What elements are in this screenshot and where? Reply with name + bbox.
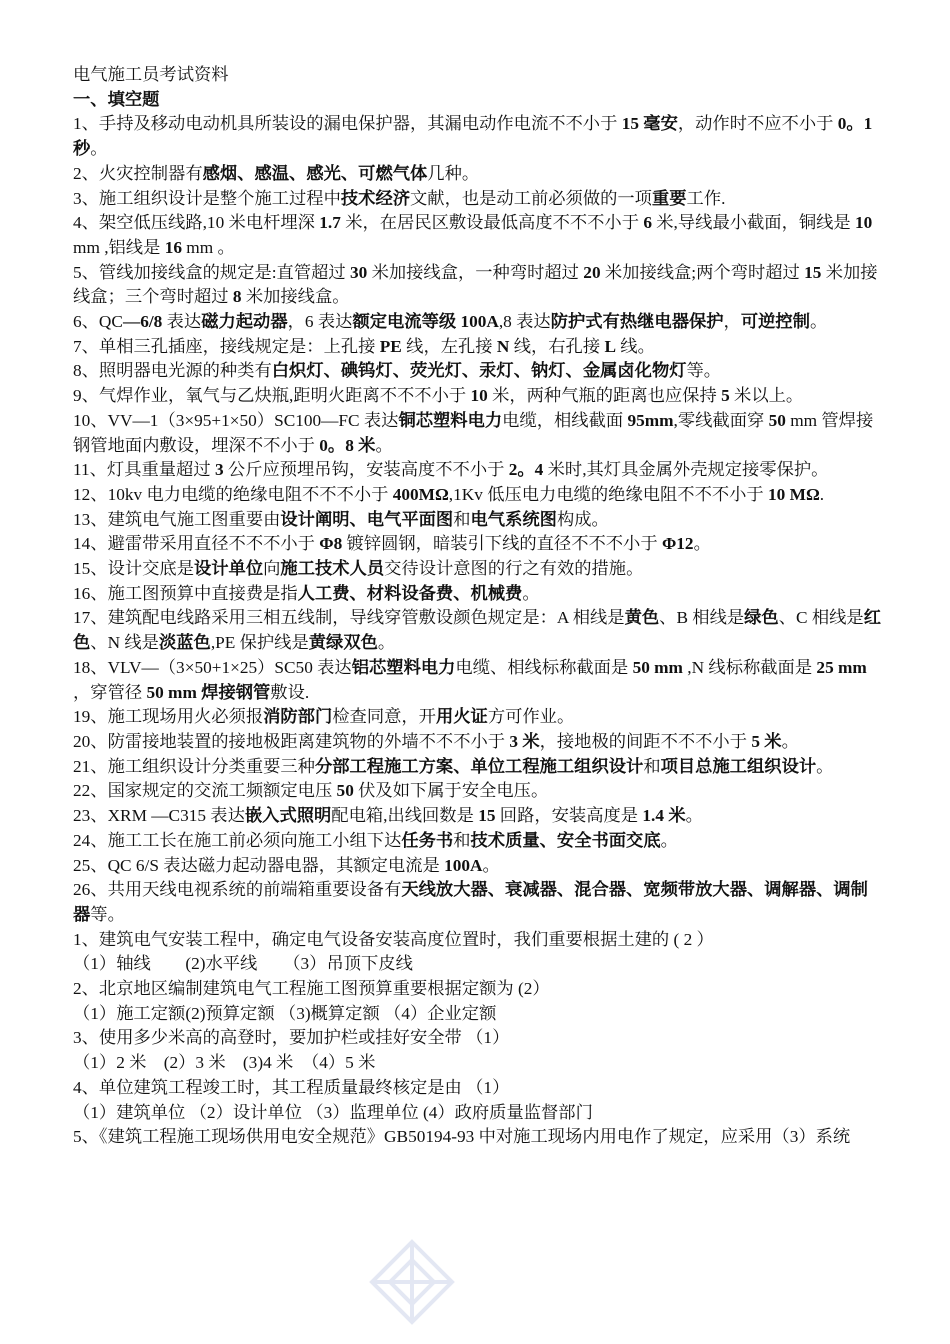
text-segment: 、C 相线是 xyxy=(778,608,864,628)
text-segment: 23、XRM —C315 表达 xyxy=(73,806,245,826)
text-segment: 1、建筑电气安装工程中，确定电气设备安装高度位置时，我们重要根据土建的 ( 2 ） xyxy=(73,929,714,949)
text-segment: ，动作时不应不小于 xyxy=(677,114,838,134)
text-segment: 。 xyxy=(685,806,703,826)
text-segment: ，接地极的间距不不不小于 xyxy=(539,731,752,751)
answer-text: 5 米 xyxy=(751,731,782,751)
text-line xyxy=(73,804,881,829)
text-segment: ,零线截面穿 xyxy=(673,410,769,430)
answer-text: 技术经济 xyxy=(340,188,411,208)
section-heading xyxy=(73,88,881,113)
text-segment: 4、架空低压线路,10 米电杆埋深 xyxy=(73,213,320,233)
answer-text: 1.7 xyxy=(319,213,341,233)
answer-text: 任务书 xyxy=(401,830,454,850)
document-lines xyxy=(73,88,881,1150)
text-segment: 2、火灾控制器有 xyxy=(73,163,203,183)
text-segment: 11、灯具重量超过 xyxy=(73,460,215,480)
answer-text: 项目总施工组织设计 xyxy=(660,756,817,776)
text-segment: 米加接线盒，一种弯时超过 xyxy=(367,262,584,282)
answer-text: 重要 xyxy=(651,188,687,208)
answer-text: 2。4 xyxy=(508,460,544,480)
answer-text: 400MΩ xyxy=(392,484,449,504)
text-segment: 米时,其灯具金属外壳规定接零保护。 xyxy=(543,460,829,480)
answer-text: 3 米 xyxy=(509,731,540,751)
answer-text: 白炽灯、碘钨灯、荧光灯、汞灯、钠灯、金属卤化物灯 xyxy=(271,361,687,381)
answer-text: 额定电流等级 100A xyxy=(352,312,499,332)
text-segment: 。 xyxy=(90,139,108,159)
text-segment: 。 xyxy=(377,633,396,653)
answer-text: 1.4 米 xyxy=(642,806,686,826)
text-line xyxy=(73,261,881,310)
text-segment: 8、照明器电光源的种类有 xyxy=(73,361,272,381)
text-segment: ,PE 保护线是 xyxy=(210,633,309,653)
text-segment: （1）轴线 (2)水平线 （3）吊顶下皮线 xyxy=(73,954,413,974)
text-segment: 交待设计意图的行之有效的措施。 xyxy=(384,559,644,579)
answer-text: Φ8 xyxy=(319,534,343,554)
text-segment: 。 xyxy=(781,731,799,751)
text-segment: 和 xyxy=(453,830,471,850)
text-segment: 22、国家规定的交流工频额定电压 xyxy=(73,781,337,801)
text-segment: 方可作业。 xyxy=(487,707,575,727)
answer-text: 黄绿双色 xyxy=(308,633,378,653)
text-segment: 线，左孔接 xyxy=(401,336,497,356)
text-segment: . xyxy=(819,484,825,504)
text-segment: 米,导线最小截面，铜线是 xyxy=(651,213,856,233)
text-line xyxy=(73,1026,881,1051)
answer-text: 技术质量、安全书面交底 xyxy=(470,830,661,850)
text-line xyxy=(73,359,881,384)
text-segment: 向 xyxy=(263,559,281,579)
text-line xyxy=(73,730,881,755)
text-segment: 米，两种气瓶的距离也应保持 xyxy=(487,386,722,406)
answer-text: 10 MΩ xyxy=(768,484,820,504)
answer-text: 黄色 xyxy=(624,608,660,628)
text-segment: 和 xyxy=(643,756,661,776)
text-line xyxy=(73,1051,881,1076)
text-segment: 24、施工工长在施工前必须向施工小组下达 xyxy=(73,830,402,850)
text-segment: 25、QC 6/S 表达磁力起动器电器，其额定电流是 xyxy=(73,855,445,875)
text-segment: ,8 表达 xyxy=(498,312,551,332)
text-segment: 12、10kv 电力电缆的绝缘电阻不不不小于 xyxy=(73,484,393,504)
answer-text: 防护式有热继电器保护 xyxy=(550,312,724,332)
answer-text: 95mm xyxy=(627,410,674,430)
answer-text: 100A xyxy=(444,855,483,875)
answer-text: 电气系统图 xyxy=(470,509,557,529)
text-line xyxy=(73,928,881,953)
answer-text: —6/8 xyxy=(122,312,163,332)
text-line xyxy=(73,878,881,927)
text-segment: 电缆、相线标称截面是 xyxy=(455,657,633,677)
text-line xyxy=(73,310,881,335)
text-segment: 20、防雷接地装置的接地极距离建筑物的外墙不不不小于 xyxy=(73,731,510,751)
answer-text: 用火证 xyxy=(435,707,488,727)
answer-text: 20 xyxy=(583,262,601,282)
text-line xyxy=(73,557,881,582)
text-segment: 。 xyxy=(482,855,500,875)
answer-text: Φ12 xyxy=(661,534,694,554)
answer-text: 淡蓝色 xyxy=(158,633,211,653)
answer-text: 红色 xyxy=(73,608,881,653)
answer-text: 磁力起动器 xyxy=(201,312,288,332)
text-segment: 构成。 xyxy=(556,509,609,529)
watermark-logo xyxy=(352,1232,472,1332)
answer-text: 30 xyxy=(349,262,368,282)
text-segment: 米加接线盒；三个弯时超过 xyxy=(73,262,878,307)
text-segment: 3、使用多少米高的高登时，要加护栏或挂好安全带 （1） xyxy=(73,1028,510,1048)
answer-text: L xyxy=(604,336,616,356)
text-segment: ,N 线标称截面是 xyxy=(682,657,817,677)
answer-text: 铝芯塑料电力 xyxy=(351,657,456,677)
text-segment: 21、施工组织设计分类重要三种 xyxy=(73,756,315,776)
answer-text: 50 mm xyxy=(632,657,683,677)
text-line xyxy=(73,1002,881,1027)
text-segment: ,1Kv 低压电力电缆的绝缘电阻不不不小于 xyxy=(448,484,769,504)
text-line xyxy=(73,187,881,212)
text-segment: 检查同意，开 xyxy=(332,707,436,727)
text-segment: 回路，安装高度是 xyxy=(495,806,643,826)
text-segment: 配电箱,出线回数是 xyxy=(331,806,479,826)
text-segment: 3、施工组织设计是整个施工过程中 xyxy=(73,188,341,208)
text-line xyxy=(73,779,881,804)
answer-text: 10 xyxy=(855,213,873,233)
answer-text: 50 mm 焊接钢管 xyxy=(146,682,271,702)
text-segment: 线。 xyxy=(615,336,655,356)
text-segment: 。 xyxy=(809,312,828,332)
text-segment: 伏及如下属于安全电压。 xyxy=(353,781,549,801)
text-segment: ，6 表达 xyxy=(287,312,353,332)
text-line xyxy=(73,1101,881,1126)
text-line xyxy=(73,335,881,360)
answer-text: PE xyxy=(379,336,402,356)
text-line xyxy=(73,606,881,655)
answer-text: 3 xyxy=(214,460,224,480)
text-segment: 7、单相三孔插座，接线规定是：上孔接 xyxy=(73,336,380,356)
text-line xyxy=(73,1125,881,1150)
answer-text: 16 xyxy=(164,237,182,257)
text-segment: 10、VV—1（3×95+1×50）SC100—FC 表达 xyxy=(73,410,399,430)
text-line xyxy=(73,755,881,780)
text-segment: 13、建筑电气施工图重要由 xyxy=(73,509,281,529)
answer-text: 一、填空题 xyxy=(73,89,160,109)
text-line xyxy=(73,483,881,508)
text-segment: 17、建筑配电线路采用三相五线制，导线穿管敷设颜色规定是：A 相线是 xyxy=(73,608,625,628)
text-line xyxy=(73,409,881,458)
text-segment: 米加接线盒。 xyxy=(241,287,350,307)
text-segment: 米加接线盒;两个弯时超过 xyxy=(600,262,805,282)
answer-text: 施工技术人员 xyxy=(280,559,385,579)
text-segment: 5、《建筑工程施工现场供用电安全规范》GB50194-93 中对施工现场内用电作了规定，应采用（3）系统 xyxy=(73,1127,851,1147)
text-segment: 敷设. xyxy=(270,682,310,702)
text-segment: 1、手持及移动电动机具所装设的漏电保护器，其漏电动作电流不不小于 xyxy=(73,114,622,134)
text-segment: 公斤应预埋吊钩，安装高度不不小于 xyxy=(223,460,509,480)
text-segment: 16、施工图预算中直接费是指 xyxy=(73,583,298,603)
text-line xyxy=(73,829,881,854)
text-segment: 几种。 xyxy=(427,163,480,183)
answer-text: 人工费、材料设备费、机械费 xyxy=(297,583,523,603)
text-segment: 2、北京地区编制建筑电气工程施工图预算重要根据定额为 (2） xyxy=(73,979,550,999)
text-line xyxy=(73,112,881,161)
text-segment: 15、设计交底是 xyxy=(73,559,194,579)
text-segment: 镀锌圆钢，暗装引下线的直径不不不小于 xyxy=(342,534,662,554)
text-segment: 18、VLV—（3×50+1×25）SC50 表达 xyxy=(73,657,352,677)
text-line xyxy=(73,582,881,607)
text-segment: 电缆，相线截面 xyxy=(502,410,628,430)
text-line xyxy=(73,854,881,879)
text-segment: 19、施工现场用火必须报 xyxy=(73,707,264,727)
document-body xyxy=(73,63,881,1150)
text-segment: ， xyxy=(723,312,741,332)
text-segment: （1）建筑单位 （2）设计单位 （3）监理单位 (4）政府质量监督部门 xyxy=(73,1102,593,1122)
text-segment: 5、管线加接线盒的规定是:直管超过 xyxy=(73,262,350,282)
text-segment: 表达 xyxy=(162,312,202,332)
answer-text: 50 xyxy=(768,410,786,430)
text-line xyxy=(73,532,881,557)
answer-text: 15 xyxy=(804,262,822,282)
text-line xyxy=(73,705,881,730)
text-line xyxy=(73,1076,881,1101)
text-line xyxy=(73,656,881,705)
answer-text: 50 xyxy=(336,781,354,801)
text-line xyxy=(73,952,881,977)
text-segment: 工作. xyxy=(686,188,726,208)
answer-text: 25 mm xyxy=(816,657,867,677)
text-segment: 26、共用天线电视系统的前端箱重要设备有 xyxy=(73,880,402,900)
text-segment: （1）施工定额(2)预算定额 （3)概算定额 （4）企业定额 xyxy=(73,1003,497,1023)
text-segment: ，穿管径 xyxy=(73,682,147,702)
text-segment: mm 。 xyxy=(181,237,235,257)
answer-text: 15 毫安 xyxy=(621,114,678,134)
answer-text: 天线放大器、衰减器、混合器、宽频带放大器、调解器、调制器 xyxy=(73,880,868,924)
text-segment: 6、QC xyxy=(73,312,123,332)
text-segment: 文献，也是动工前必须做的一项 xyxy=(410,188,652,208)
answer-text: 铜芯塑料电力 xyxy=(398,410,503,430)
text-line xyxy=(73,977,881,1002)
document-title: 电气施工员考试资料 xyxy=(73,65,229,84)
text-line xyxy=(73,458,881,483)
text-segment: 14、避雷带采用直径不不不小于 xyxy=(73,534,320,554)
text-segment: 。 xyxy=(693,534,711,554)
text-line xyxy=(73,162,881,187)
answer-text: 0。1 秒 xyxy=(73,114,873,159)
answer-text: 分部工程施工方案、单位工程施工组织设计 xyxy=(314,756,644,776)
text-segment: 米，在居民区敷设最低高度不不不小于 xyxy=(340,213,644,233)
text-line xyxy=(73,384,881,409)
answer-text: 设计阐明、电气平面图 xyxy=(280,509,454,529)
answer-text: N xyxy=(496,336,510,356)
text-segment: 。 xyxy=(375,435,393,455)
text-segment: 9、气焊作业，氧气与乙炔瓶,距明火距离不不不小于 xyxy=(73,386,471,406)
answer-text: 感烟、感温、感光、可燃气体 xyxy=(202,163,428,183)
answer-text: 0。8 米 xyxy=(319,435,376,455)
text-line xyxy=(73,508,881,533)
answer-text: 5 xyxy=(721,386,730,406)
answer-text: 嵌入式照明 xyxy=(244,806,332,826)
text-line xyxy=(73,211,881,260)
answer-text: 可逆控制 xyxy=(740,312,810,332)
text-segment: 4、单位建筑工程竣工时，其工程质量最终核定是由 （1） xyxy=(73,1077,510,1097)
text-segment: 等。 xyxy=(686,361,722,381)
text-segment: 和 xyxy=(453,509,471,529)
text-segment: 。 xyxy=(660,830,678,850)
text-segment: 。 xyxy=(522,583,540,603)
text-segment: 等。 xyxy=(90,904,125,924)
text-segment: 米以上。 xyxy=(729,386,804,406)
answer-text: 8 xyxy=(232,287,242,307)
text-segment: mm ,铝线是 xyxy=(73,237,165,257)
answer-text: 消防部门 xyxy=(263,707,333,727)
answer-text: 15 xyxy=(478,806,496,826)
text-segment: 、B 相线是 xyxy=(659,608,745,628)
text-segment: 线，右孔接 xyxy=(509,336,605,356)
answer-text: 10 xyxy=(470,386,488,406)
answer-text: 绿色 xyxy=(744,608,779,628)
answer-text: 6 xyxy=(643,213,652,233)
text-segment: （1）2 米 (2）3 米 (3)4 米 （4）5 米 xyxy=(73,1053,376,1073)
text-segment: 。 xyxy=(816,756,834,776)
text-segment: mm 管焊接钢管地面内敷设，埋深不不小于 xyxy=(73,410,874,455)
text-segment: 、N 线是 xyxy=(90,633,159,653)
answer-text: 设计单位 xyxy=(193,559,264,579)
